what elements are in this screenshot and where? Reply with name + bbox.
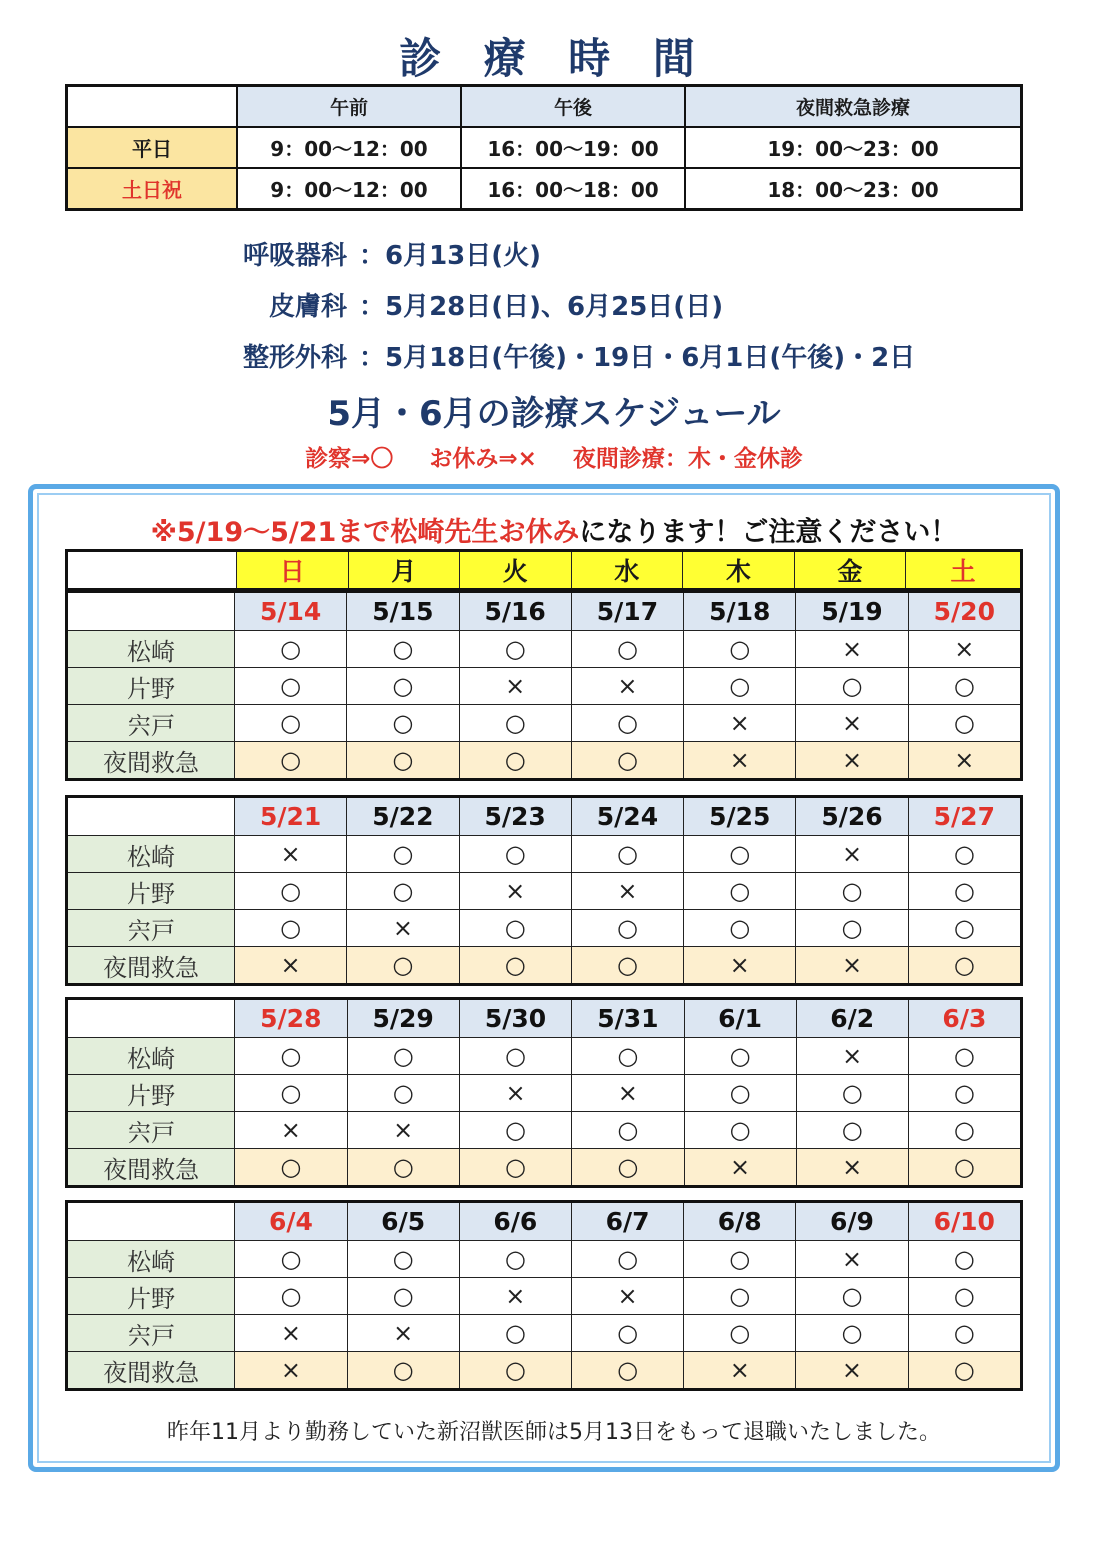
week-table — [65, 1200, 1023, 1391]
week-header-blank — [67, 999, 235, 1038]
availability-mark: ○ — [235, 1038, 347, 1075]
availability-mark: ○ — [459, 1149, 571, 1187]
row-label: 宍戸 — [67, 705, 235, 742]
row-label: 宍戸 — [67, 1315, 235, 1352]
week-table — [65, 997, 1023, 1188]
availability-mark: × — [347, 910, 459, 947]
availability-mark: ○ — [571, 947, 683, 985]
availability-mark: ○ — [908, 1315, 1021, 1352]
availability-mark: ○ — [796, 1075, 908, 1112]
availability-mark: ○ — [347, 1075, 459, 1112]
department-name: 呼吸器科 — [242, 241, 347, 271]
availability-mark: ○ — [684, 1075, 796, 1112]
hours-weekday-pm: 16：00〜19：00 — [461, 127, 685, 168]
availability-mark: × — [347, 1112, 459, 1149]
schedule-row — [67, 1241, 1022, 1278]
availability-mark: × — [571, 873, 683, 910]
availability-mark: ○ — [459, 1038, 571, 1075]
row-label: 片野 — [67, 1278, 235, 1315]
weekday-header-table — [65, 549, 1023, 591]
legend-night: 夜間診療：木・金休診 — [572, 446, 803, 472]
row-label: 夜間救急 — [67, 1352, 235, 1390]
availability-mark: × — [571, 1278, 683, 1315]
availability-mark: ○ — [571, 1241, 683, 1278]
weekday-header: 月 — [348, 551, 460, 590]
hours-header-blank — [67, 86, 238, 128]
schedule-row — [67, 1075, 1022, 1112]
hours-header-am: 午前 — [237, 86, 461, 128]
availability-mark: ○ — [347, 1352, 459, 1390]
date-cell: 5/17 — [571, 592, 683, 631]
availability-mark: × — [684, 1149, 796, 1187]
availability-mark: ○ — [684, 873, 796, 910]
availability-mark: ○ — [459, 705, 571, 742]
availability-mark: ○ — [572, 1149, 684, 1187]
row-label: 片野 — [67, 873, 235, 910]
availability-mark: ○ — [572, 1112, 684, 1149]
department-dates: ：6月13日(火) — [359, 241, 542, 271]
date-cell: 6/10 — [908, 1202, 1021, 1241]
availability-mark: × — [796, 631, 908, 668]
availability-mark: ○ — [459, 1112, 571, 1149]
date-cell: 5/16 — [459, 592, 571, 631]
schedule-row — [67, 742, 1022, 780]
availability-mark: ○ — [908, 947, 1021, 985]
availability-mark: ○ — [908, 873, 1021, 910]
availability-mark: ○ — [234, 668, 346, 705]
availability-mark: × — [459, 1278, 571, 1315]
availability-mark: × — [684, 705, 796, 742]
row-label: 松崎 — [67, 631, 235, 668]
date-cell: 5/26 — [796, 797, 908, 836]
availability-mark: ○ — [234, 873, 346, 910]
hours-header-night: 夜間救急診療 — [685, 86, 1022, 128]
date-cell: 5/18 — [684, 592, 796, 631]
availability-mark: ○ — [684, 1315, 796, 1352]
availability-mark: ○ — [235, 1278, 347, 1315]
availability-mark: × — [796, 1038, 908, 1075]
schedule-row — [67, 836, 1022, 873]
availability-mark: × — [234, 836, 346, 873]
week-header-blank — [67, 1202, 235, 1241]
week-header-blank — [67, 592, 235, 631]
date-cell: 5/24 — [571, 797, 683, 836]
department-name: 整形外科 — [242, 343, 347, 373]
availability-mark: ○ — [908, 1352, 1021, 1390]
availability-mark: × — [235, 1315, 347, 1352]
availability-mark: ○ — [234, 910, 346, 947]
availability-mark: × — [235, 1352, 347, 1390]
date-cell: 6/4 — [235, 1202, 347, 1241]
department-name: 皮膚科 — [268, 292, 347, 322]
hours-weekday-am: 9：00〜12：00 — [237, 127, 461, 168]
availability-mark: × — [571, 668, 683, 705]
availability-mark: ○ — [347, 1241, 459, 1278]
availability-mark: ○ — [684, 631, 796, 668]
availability-mark: ○ — [908, 910, 1021, 947]
row-label: 夜間救急 — [67, 947, 235, 985]
department-row — [222, 279, 915, 330]
row-label: 夜間救急 — [67, 1149, 235, 1187]
availability-mark: ○ — [571, 1315, 683, 1352]
date-cell: 5/20 — [908, 592, 1021, 631]
availability-mark: × — [796, 705, 908, 742]
availability-mark: ○ — [235, 1149, 347, 1187]
availability-mark: × — [459, 1075, 571, 1112]
date-cell: 6/8 — [684, 1202, 796, 1241]
availability-mark: ○ — [459, 742, 571, 780]
date-cell: 6/9 — [796, 1202, 908, 1241]
availability-mark: ○ — [459, 1315, 571, 1352]
hours-weekend-night: 18：00〜23：00 — [685, 168, 1022, 210]
availability-mark: ○ — [908, 1075, 1021, 1112]
hours-weekend-pm: 16：00〜18：00 — [461, 168, 685, 210]
availability-mark: ○ — [571, 1352, 683, 1390]
availability-mark: ○ — [796, 668, 908, 705]
schedule-row — [67, 705, 1022, 742]
availability-mark: ○ — [908, 1241, 1021, 1278]
schedule-row — [67, 1315, 1022, 1352]
availability-mark: ○ — [347, 947, 459, 985]
availability-mark: ○ — [347, 742, 459, 780]
date-cell: 5/27 — [908, 797, 1021, 836]
date-cell: 5/29 — [347, 999, 459, 1038]
availability-mark: ○ — [796, 1112, 908, 1149]
availability-mark: ○ — [796, 1278, 908, 1315]
department-row — [222, 330, 915, 381]
availability-mark: ○ — [347, 873, 459, 910]
availability-mark: ○ — [234, 705, 346, 742]
availability-mark: ○ — [347, 1278, 459, 1315]
schedule-row — [67, 1149, 1022, 1187]
availability-mark: × — [796, 1241, 908, 1278]
schedule-title: 5月・6月の診療スケジュール — [327, 394, 781, 434]
schedule-row — [67, 910, 1022, 947]
department-row — [222, 228, 915, 279]
availability-mark: ○ — [234, 742, 346, 780]
department-dates: ：5月28日(日)、6月25日(日) — [359, 292, 724, 322]
schedule-row — [67, 947, 1022, 985]
date-cell: 6/2 — [796, 999, 908, 1038]
availability-mark: × — [908, 631, 1021, 668]
hours-weekday-night: 19：00〜23：00 — [685, 127, 1022, 168]
row-label: 夜間救急 — [67, 742, 235, 780]
availability-mark: ○ — [459, 910, 571, 947]
availability-mark: ○ — [684, 1112, 796, 1149]
date-cell: 5/14 — [234, 592, 346, 631]
schedule-row — [67, 1112, 1022, 1149]
row-label: 松崎 — [67, 1241, 235, 1278]
availability-mark: ○ — [235, 1075, 347, 1112]
availability-mark: × — [796, 1149, 908, 1187]
week-table — [65, 795, 1023, 986]
availability-mark: × — [459, 668, 571, 705]
availability-mark: × — [684, 1352, 796, 1390]
row-label: 宍戸 — [67, 1112, 235, 1149]
availability-mark: ○ — [908, 1038, 1021, 1075]
availability-mark: ○ — [796, 873, 908, 910]
date-cell: 5/30 — [459, 999, 571, 1038]
availability-mark: ○ — [796, 910, 908, 947]
legend-closed: お休み⇒× — [429, 446, 537, 472]
week-table — [65, 590, 1023, 781]
availability-mark: × — [684, 742, 796, 780]
date-cell: 5/23 — [459, 797, 571, 836]
schedule-row — [67, 873, 1022, 910]
hours-weekend-am: 9：00〜12：00 — [237, 168, 461, 210]
availability-mark: ○ — [684, 910, 796, 947]
weekday-header: 土 — [906, 551, 1022, 590]
availability-mark: × — [459, 873, 571, 910]
date-cell: 6/5 — [347, 1202, 459, 1241]
availability-mark: ○ — [459, 1241, 571, 1278]
notice-banner — [0, 510, 1108, 549]
availability-mark: ○ — [684, 1038, 796, 1075]
availability-mark: ○ — [684, 1278, 796, 1315]
availability-mark: ○ — [571, 742, 683, 780]
legend-open: 診察⇒〇 — [305, 446, 394, 472]
availability-mark: ○ — [234, 631, 346, 668]
date-cell: 6/7 — [571, 1202, 683, 1241]
availability-mark: ○ — [235, 1241, 347, 1278]
availability-mark: ○ — [908, 836, 1021, 873]
date-cell: 5/19 — [796, 592, 908, 631]
availability-mark: × — [684, 947, 796, 985]
date-cell: 6/6 — [459, 1202, 571, 1241]
availability-mark: ○ — [908, 1149, 1021, 1187]
availability-mark: ○ — [684, 1241, 796, 1278]
availability-mark: ○ — [908, 668, 1021, 705]
date-cell: 5/31 — [572, 999, 684, 1038]
availability-mark: ○ — [908, 705, 1021, 742]
availability-mark: × — [796, 836, 908, 873]
availability-mark: ○ — [459, 947, 571, 985]
footer-note: 昨年11月より勤務していた新沼獣医師は5月13日をもって退職いたしました。 — [167, 1420, 941, 1445]
availability-mark: ○ — [347, 668, 459, 705]
availability-mark: × — [235, 1112, 347, 1149]
weekday-header: 水 — [571, 551, 683, 590]
availability-mark: ○ — [908, 1112, 1021, 1149]
availability-mark: ○ — [571, 836, 683, 873]
weekday-header: 木 — [683, 551, 795, 590]
schedule-row — [67, 1352, 1022, 1390]
availability-mark: × — [796, 1352, 908, 1390]
date-cell: 5/21 — [234, 797, 346, 836]
availability-mark: ○ — [571, 705, 683, 742]
availability-mark: ○ — [347, 631, 459, 668]
availability-mark: ○ — [459, 1352, 571, 1390]
date-cell: 5/15 — [347, 592, 459, 631]
availability-mark: ○ — [459, 836, 571, 873]
date-cell: 6/3 — [908, 999, 1021, 1038]
date-cell: 5/28 — [235, 999, 347, 1038]
availability-mark: × — [796, 742, 908, 780]
department-dates: ：5月18日(午後)・19日・6月1日(午後)・2日 — [359, 343, 916, 373]
week-header-blank — [67, 797, 235, 836]
weekday-header: 日 — [237, 551, 349, 590]
notice-red-text: ※5/19〜5/21まで松崎先生お休み — [150, 517, 580, 548]
row-label: 松崎 — [67, 1038, 235, 1075]
row-label: 松崎 — [67, 836, 235, 873]
availability-mark: × — [234, 947, 346, 985]
schedule-row — [67, 1038, 1022, 1075]
hours-header-pm: 午後 — [461, 86, 685, 128]
hours-table — [65, 84, 1023, 211]
row-label: 片野 — [67, 668, 235, 705]
notice-text: になります！ご注意ください！ — [579, 517, 958, 548]
availability-mark: ○ — [571, 910, 683, 947]
availability-mark: ○ — [684, 668, 796, 705]
weekday-header: 金 — [794, 551, 906, 590]
availability-mark: ○ — [796, 1315, 908, 1352]
availability-mark: ○ — [347, 1038, 459, 1075]
weekday-header-blank — [67, 551, 237, 590]
availability-mark: ○ — [459, 631, 571, 668]
availability-mark: ○ — [572, 1038, 684, 1075]
schedule-row — [67, 668, 1022, 705]
availability-mark: × — [572, 1075, 684, 1112]
availability-mark: × — [347, 1315, 459, 1352]
row-label: 片野 — [67, 1075, 235, 1112]
availability-mark: × — [908, 742, 1021, 780]
availability-mark: ○ — [571, 631, 683, 668]
availability-mark: ○ — [347, 1149, 459, 1187]
availability-mark: × — [796, 947, 908, 985]
availability-mark: ○ — [908, 1278, 1021, 1315]
date-cell: 5/22 — [347, 797, 459, 836]
department-list — [222, 228, 915, 381]
hours-row-label-weekend: 土日祝 — [67, 168, 238, 210]
hours-row-label-weekday: 平日 — [67, 127, 238, 168]
availability-mark: ○ — [347, 705, 459, 742]
page-title: 診 療 時 間 — [399, 34, 709, 83]
date-cell: 6/1 — [684, 999, 796, 1038]
weekday-header: 火 — [460, 551, 572, 590]
date-cell: 5/25 — [684, 797, 796, 836]
availability-mark: ○ — [684, 836, 796, 873]
schedule-row — [67, 631, 1022, 668]
availability-mark: ○ — [347, 836, 459, 873]
schedule-row — [67, 1278, 1022, 1315]
row-label: 宍戸 — [67, 910, 235, 947]
schedule-legend — [0, 440, 1108, 473]
